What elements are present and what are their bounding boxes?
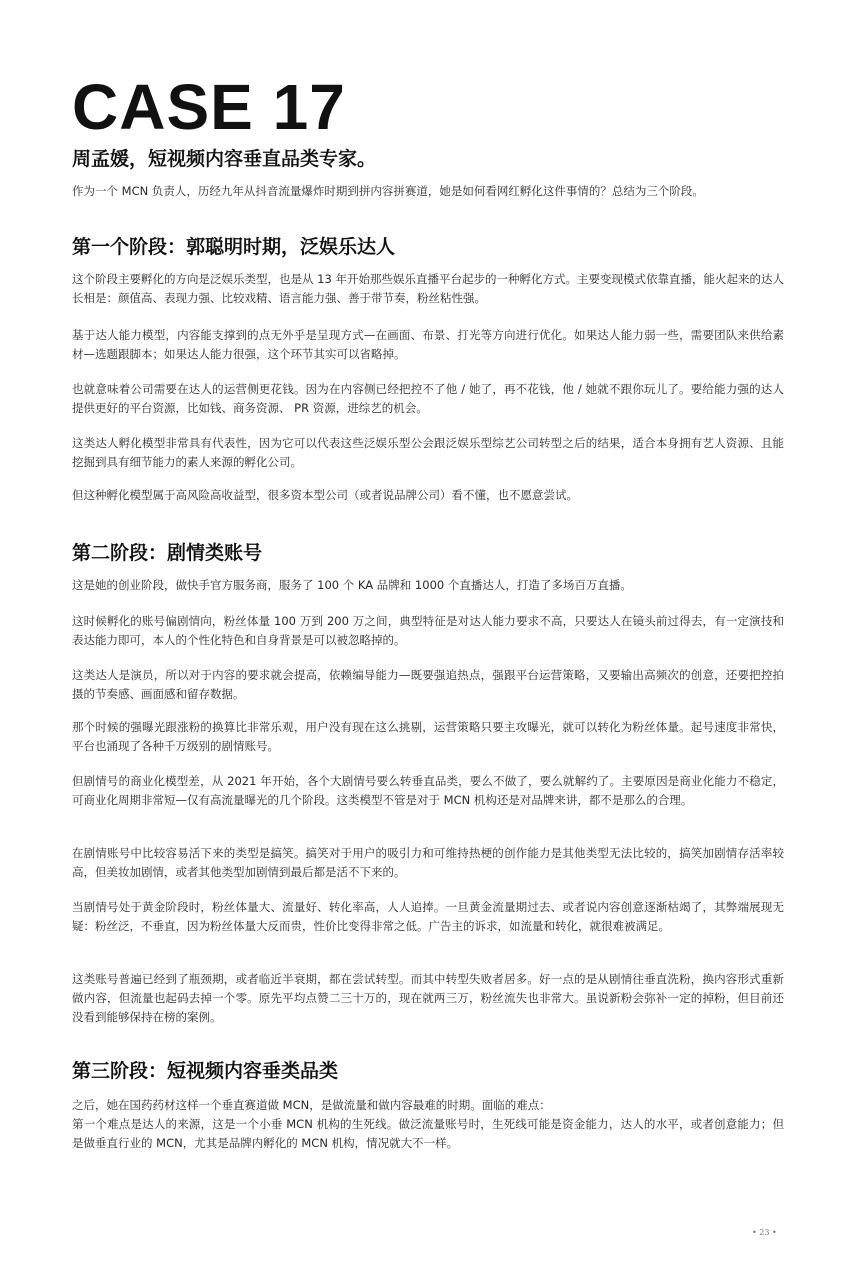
section-1-paragraph: 基于达人能力模型，内容能支撑到的点无外乎是呈现方式—在画面、布景、打光等方向进行优化。如果达人能力弱一些，需要团队来供给素材—选题跟脚本；如果达人能力很强，这个环节其实可以省略掉。 [72, 328, 784, 361]
section-2-paragraph: 那个时候的强曝光跟涨粉的换算比非常乐观，用户没有现在这么挑剔，运营策略只要主攻曝光，就可以转化为粉丝体量。起号速度非常快，平台也涌现了各种千万级别的剧情账号。 [72, 720, 784, 753]
section-1-paragraph: 这个阶段主要孵化的方向是泛娱乐类型，也是从 13 年开始那些娱乐直播平台起步的一种孵化方式。主要变现模式依靠直播，能火起来的达人长相是：颜值高、表现力强、比较戏精、语言能力强、善于带节奏，粉丝粘性强。 [72, 272, 784, 305]
page-number: • 23 • [752, 1228, 777, 1237]
intro-paragraph: 作为一个 MCN 负责人，历经九年从抖音流量爆炸时期到拼内容拼赛道，她是如何看网红孵化这件事情的？总结为三个阶段。 [72, 184, 704, 198]
section-2-paragraph: 这类账号普遍已经到了瓶颈期，或者临近半衰期，都在尝试转型。而其中转型失败者居多。好一点的是从剧情往垂直洗粉，换内容形式重新做内容，但流量也起码去掉一个零。原先平均点赞二三十万的，现在就两三万，粉丝流失也非常大。虽说新粉会弥补一定的掉粉，但目前还没看到能够保持在榜的案例。 [72, 972, 784, 1024]
section-1-paragraph: 这类达人孵化模型非常具有代表性，因为它可以代表这些泛娱乐型公会跟泛娱乐型综艺公司转型之后的结果，适合本身拥有艺人资源、且能挖掘到具有细节能力的素人来源的孵化公司。 [72, 436, 784, 469]
section-2-paragraph: 在剧情账号中比较容易活下来的类型是搞笑。搞笑对于用户的吸引力和可维持热梗的创作能力是其他类型无法比较的，搞笑加剧情存活率较高，但美妆加剧情，或者其他类型加剧情到最后都是活不下来的。 [72, 846, 784, 879]
section-1-paragraph: 但这种孵化模型属于高风险高收益型，很多资本型公司（或者说品牌公司）看不懂，也不愿意尝试。 [72, 488, 578, 502]
section-3-heading: 第三阶段：短视频内容垂类品类 [72, 1060, 339, 1082]
section-1-paragraph: 也就意味着公司需要在达人的运营侧更花钱。因为在内容侧已经把控不了他 / 她了，再不花钱，他 / 她就不跟你玩儿了。要给能力强的达人提供更好的平台资源，比如钱、商务资源、 PR 资源，进综艺的机会。 [72, 382, 784, 415]
section-2-paragraph: 但剧情号的商业化模型差，从 2021 年开始，各个大剧情号要么转垂直品类，要么不做了，要么就解约了。主要原因是商业化能力不稳定，可商业化周期非常短—仅有高流量曝光的几个阶段。这类模型不管是对于 MCN 机构还是对品牌来讲，都不是那么的合理。 [72, 774, 784, 807]
section-1-heading: 第一个阶段：郭聪明时期，泛娱乐达人 [72, 236, 396, 258]
section-3-paragraph: 第一个难点是达人的来源，这是一个小垂 MCN 机构的生死线。做泛流量账号时，生死线可能是资金能力，达人的水平，或者创意能力；但是做垂直行业的 MCN，尤其是品牌内孵化的 MCN 机构，情况就大不一样。 [72, 1117, 784, 1150]
section-2-heading: 第二阶段：剧情类账号 [72, 542, 263, 564]
section-3-paragraph: 之后，她在国药药材这样一个垂直赛道做 MCN，是做流量和做内容最难的时期。面临的难点： [72, 1098, 551, 1112]
section-2-paragraph: 当剧情号处于黄金阶段时，粉丝体量大、流量好、转化率高，人人追捧。一旦黄金流量期过去、或者说内容创意逐渐枯竭了，其弊端展现无疑：粉丝泛，不垂直，因为粉丝体量大反而贵，性价比变得非常之低。广告主的诉求，如流量和转化，就很难被满足。 [72, 900, 784, 933]
case-title: CASE 17 [72, 71, 346, 143]
subtitle: 周孟媛，短视频内容垂直品类专家。 [72, 148, 377, 170]
section-2-paragraph: 这时候孵化的账号偏剧情向，粉丝体量 100 万到 200 万之间，典型特征是对达人能力要求不高，只要达人在镜头前过得去，有一定演技和表达能力即可，本人的个性化特色和自身背景是可以被忽略掉的。 [72, 614, 784, 647]
section-2-paragraph: 这类达人是演员，所以对于内容的要求就会提高，依赖编导能力—既要强追热点，强跟平台运营策略，又要输出高频次的创意，还要把控拍摄的节奏感、画面感和留存数据。 [72, 668, 784, 701]
section-2-paragraph: 这是她的创业阶段，做快手官方服务商，服务了 100 个 KA 品牌和 1000 个直播达人，打造了多场百万直播。 [72, 578, 632, 592]
